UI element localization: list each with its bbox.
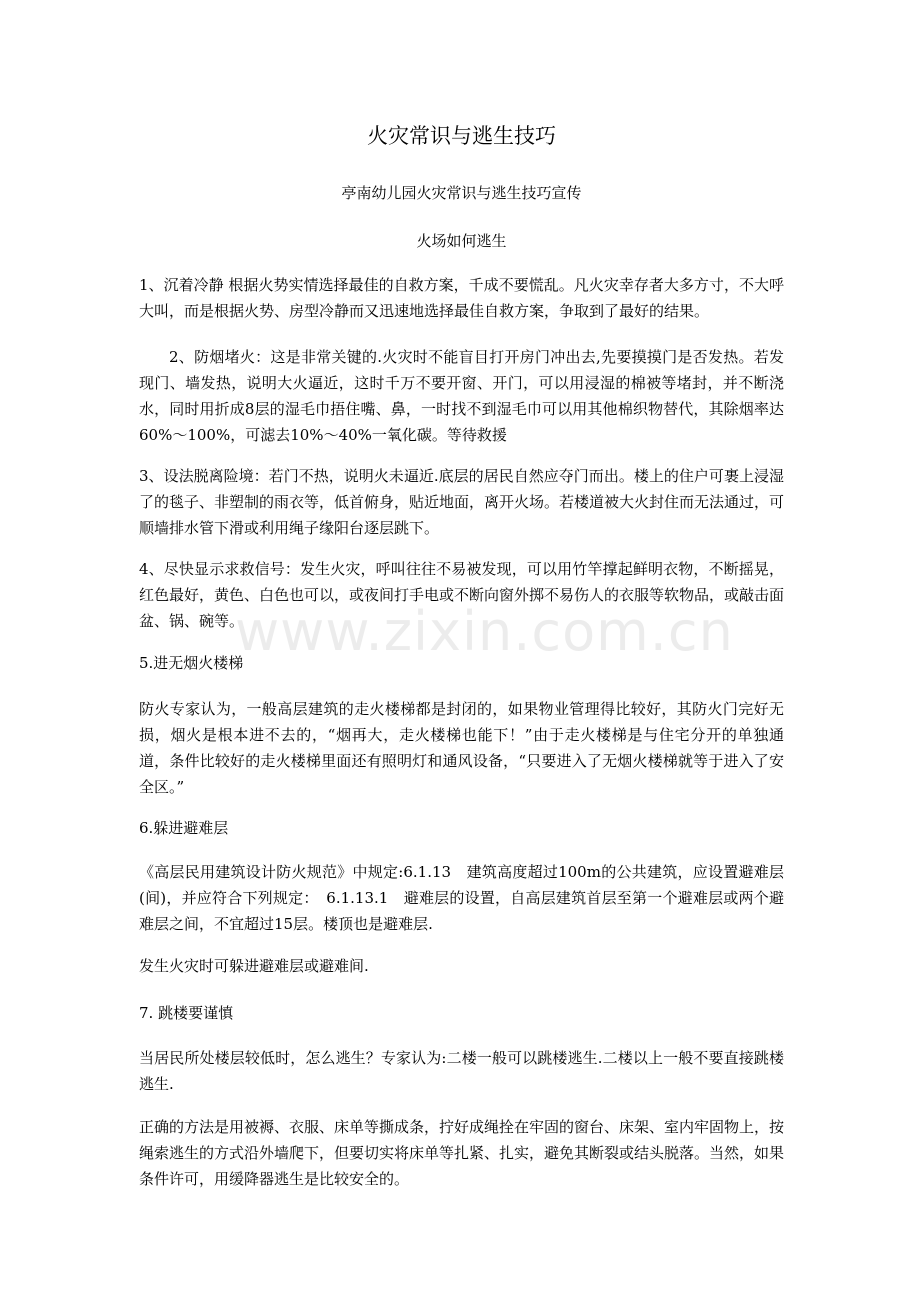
paragraph-stay-calm: 1、沉着冷静 根据火势实情选择最佳的自救方案，千成不要慌乱。凡火灾幸存者大多方寸，不大呼大叫，而是根据火势、房型冷静而又迅速地选择最佳自救方案，争取到了最好的结果。 xyxy=(139,276,784,320)
document-title: 火灾常识与逃生技巧 xyxy=(367,124,556,148)
paragraph-block-smoke: 2、防烟堵火：这是非常关键的.火灾时不能盲目打开房门冲出去,先要摸摸门是否发热。若发现门、墙发热，说明大火逼近，这时千万不要开窗、开门，可以用浸湿的棉被等堵封，并不断浇水，同时用折成8层的湿毛巾捂住嘴、鼻，一时找不到湿毛巾可以用其他棉织物替代，其除烟率达60%～100%，可滤去10%～40%一氧化碳。等待救援 xyxy=(139,348,784,444)
paragraph-fire-stairs: 防火专家认为，一般高层建筑的走火楼梯都是封闭的，如果物业管理得比较好，其防火门完好无损，烟火是根本进不去的，“烟再大，走火楼梯也能下！”由于走火楼梯是与住宅分开的单独通道，条件比较好的走火楼梯里面还有照明灯和通风设备，“只要进入了无烟火楼梯就等于进入了安全区。” xyxy=(139,700,784,796)
heading-refuge-floor: 6.躲进避难层 xyxy=(139,819,229,837)
paragraph-rope-method: 正确的方法是用被褥、衣服、床单等撕成条，拧好成绳拴在牢固的窗台、床架、室内牢固物上，按绳索逃生的方式沿外墙爬下，但要切实将床单等扎紧、扎实，避免其断裂或结头脱落。当然，如果条件许可，用缓降器逃生是比较安全的。 xyxy=(139,1118,785,1188)
paragraph-refuge-advice: 发生火灾时可躲进避难层或避难间. xyxy=(139,957,369,975)
watermark: www.zixin.com.cn xyxy=(235,600,734,663)
paragraph-refuge-regulation: 《高层民用建筑设计防火规范》中规定:6.1.13 建筑高度超过100m的公共建筑，应设置避难层(间)，并应符合下列规定： 6.1.13.1 避难层的设置，自高层建筑首层至第一个避难层或两个避难层之间，不宜超过15层。楼顶也是避难层. xyxy=(139,863,784,933)
paragraph-distress-signal: 4、尽快显示求救信号：发生火灾，呼叫往往不易被发现，可以用竹竿撑起鲜明衣物，不断摇晃，红色最好，黄色、白色也可以，或夜间打手电或不断向窗外掷不易伤人的衣服等软物品，或敲击面盆、锅、碗等。 xyxy=(139,560,785,630)
heading-smoke-free-stairs: 5.进无烟火楼梯 xyxy=(139,654,244,672)
heading-jump-caution: 7. 跳楼要谨慎 xyxy=(139,1004,234,1022)
paragraph-low-floor: 当居民所处楼层较低时，怎么逃生？专家认为:二楼一般可以跳楼逃生.二楼以上一般不要直接跳楼逃生. xyxy=(139,1049,784,1093)
document-subtitle: 亭南幼儿园火灾常识与逃生技巧宣传 xyxy=(341,184,582,202)
section-heading: 火场如何逃生 xyxy=(416,232,507,250)
paragraph-escape-danger: 3、设法脱离险境：若门不热，说明火未逼近.底层的居民自然应夺门而出。楼上的住户可裹上浸湿了的毯子、非塑制的雨衣等，低首俯身，贴近地面，离开火场。若楼道被大火封住而无法通过，可顺墙排水管下滑或利用绳子缘阳台逐层跳下。 xyxy=(139,467,785,537)
